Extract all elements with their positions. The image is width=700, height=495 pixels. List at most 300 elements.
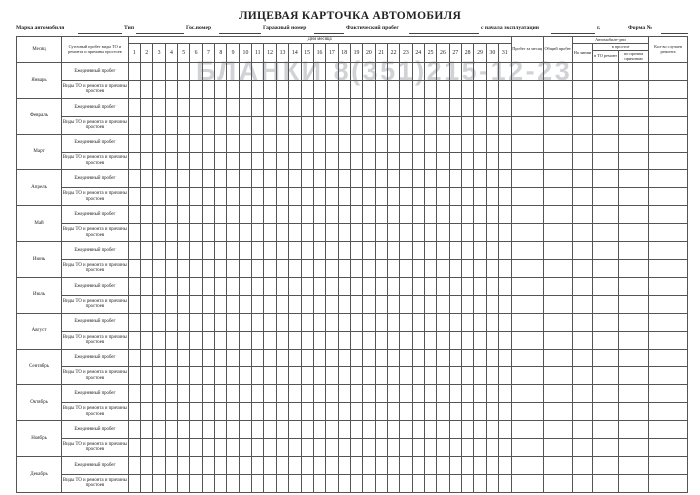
day-entry-cell[interactable] [227,98,239,116]
day-entry-cell[interactable] [449,367,461,385]
day-entry-cell[interactable] [499,188,512,206]
day-entry-cell[interactable] [128,152,140,170]
day-entry-cell[interactable] [239,403,251,421]
day-entry-cell[interactable] [252,63,264,81]
day-entry-cell[interactable] [350,385,362,403]
day-entry-cell[interactable] [153,259,165,277]
day-entry-cell[interactable] [461,349,473,367]
day-entry-cell[interactable] [424,421,436,439]
day-entry-cell[interactable] [128,170,140,188]
day-entry-cell[interactable] [301,367,313,385]
summary-entry-cell[interactable] [511,385,543,403]
day-entry-cell[interactable] [190,170,202,188]
day-entry-cell[interactable] [239,331,251,349]
day-entry-cell[interactable] [486,313,498,331]
day-entry-cell[interactable] [215,313,227,331]
day-entry-cell[interactable] [375,116,387,134]
summary-entry-cell[interactable] [572,242,592,260]
day-entry-cell[interactable] [239,80,251,98]
summary-entry-cell[interactable] [618,98,648,116]
day-entry-cell[interactable] [276,367,288,385]
day-entry-cell[interactable] [437,295,449,313]
day-entry-cell[interactable] [338,152,350,170]
day-entry-cell[interactable] [375,63,387,81]
summary-entry-cell[interactable] [511,116,543,134]
day-entry-cell[interactable] [449,188,461,206]
day-entry-cell[interactable] [387,313,399,331]
summary-entry-cell[interactable] [649,188,688,206]
day-entry-cell[interactable] [474,242,486,260]
day-entry-cell[interactable] [264,242,276,260]
day-entry-cell[interactable] [486,80,498,98]
day-entry-cell[interactable] [387,367,399,385]
day-entry-cell[interactable] [449,385,461,403]
day-entry-cell[interactable] [474,277,486,295]
day-entry-cell[interactable] [301,206,313,224]
day-entry-cell[interactable] [400,170,412,188]
day-entry-cell[interactable] [400,403,412,421]
day-entry-cell[interactable] [264,259,276,277]
day-entry-cell[interactable] [326,474,338,492]
day-entry-cell[interactable] [461,224,473,242]
day-entry-cell[interactable] [190,98,202,116]
day-entry-cell[interactable] [338,188,350,206]
day-entry-cell[interactable] [252,456,264,474]
day-entry-cell[interactable] [239,152,251,170]
day-entry-cell[interactable] [178,242,190,260]
day-entry-cell[interactable] [128,474,140,492]
day-entry-cell[interactable] [153,116,165,134]
summary-entry-cell[interactable] [593,224,619,242]
day-entry-cell[interactable] [486,116,498,134]
day-entry-cell[interactable] [276,206,288,224]
day-entry-cell[interactable] [227,421,239,439]
day-entry-cell[interactable] [301,421,313,439]
day-entry-cell[interactable] [326,116,338,134]
day-entry-cell[interactable] [190,242,202,260]
day-entry-cell[interactable] [128,116,140,134]
day-entry-cell[interactable] [252,295,264,313]
day-entry-cell[interactable] [202,63,214,81]
day-entry-cell[interactable] [474,206,486,224]
day-entry-cell[interactable] [437,224,449,242]
day-entry-cell[interactable] [301,403,313,421]
day-entry-cell[interactable] [153,98,165,116]
day-entry-cell[interactable] [190,80,202,98]
day-entry-cell[interactable] [499,170,512,188]
day-entry-cell[interactable] [424,277,436,295]
day-entry-cell[interactable] [301,152,313,170]
day-entry-cell[interactable] [153,188,165,206]
summary-entry-cell[interactable] [511,367,543,385]
day-entry-cell[interactable] [252,439,264,457]
day-entry-cell[interactable] [165,456,177,474]
day-entry-cell[interactable] [437,152,449,170]
day-entry-cell[interactable] [239,259,251,277]
day-entry-cell[interactable] [363,63,375,81]
day-entry-cell[interactable] [412,170,424,188]
day-entry-cell[interactable] [363,331,375,349]
day-entry-cell[interactable] [289,116,301,134]
day-entry-cell[interactable] [264,367,276,385]
day-entry-cell[interactable] [153,242,165,260]
day-entry-cell[interactable] [499,242,512,260]
day-entry-cell[interactable] [474,295,486,313]
day-entry-cell[interactable] [499,152,512,170]
day-entry-cell[interactable] [400,385,412,403]
day-entry-cell[interactable] [215,367,227,385]
day-entry-cell[interactable] [264,206,276,224]
day-entry-cell[interactable] [276,403,288,421]
day-entry-cell[interactable] [202,349,214,367]
day-entry-cell[interactable] [264,421,276,439]
day-entry-cell[interactable] [363,385,375,403]
day-entry-cell[interactable] [153,134,165,152]
summary-entry-cell[interactable] [543,259,572,277]
day-entry-cell[interactable] [227,116,239,134]
day-entry-cell[interactable] [474,152,486,170]
day-entry-cell[interactable] [178,439,190,457]
day-entry-cell[interactable] [461,295,473,313]
day-entry-cell[interactable] [313,206,325,224]
day-entry-cell[interactable] [461,313,473,331]
day-entry-cell[interactable] [437,349,449,367]
summary-entry-cell[interactable] [618,259,648,277]
day-entry-cell[interactable] [313,170,325,188]
summary-entry-cell[interactable] [649,98,688,116]
day-entry-cell[interactable] [375,277,387,295]
summary-entry-cell[interactable] [593,188,619,206]
day-entry-cell[interactable] [313,116,325,134]
day-entry-cell[interactable] [276,331,288,349]
day-entry-cell[interactable] [128,206,140,224]
day-entry-cell[interactable] [375,206,387,224]
summary-entry-cell[interactable] [618,349,648,367]
day-entry-cell[interactable] [178,295,190,313]
day-entry-cell[interactable] [252,242,264,260]
day-entry-cell[interactable] [289,403,301,421]
day-entry-cell[interactable] [412,367,424,385]
day-entry-cell[interactable] [252,188,264,206]
day-entry-cell[interactable] [313,331,325,349]
day-entry-cell[interactable] [264,152,276,170]
day-entry-cell[interactable] [449,456,461,474]
summary-entry-cell[interactable] [593,421,619,439]
day-entry-cell[interactable] [437,367,449,385]
day-entry-cell[interactable] [141,277,153,295]
day-entry-cell[interactable] [350,367,362,385]
day-entry-cell[interactable] [375,313,387,331]
summary-entry-cell[interactable] [572,295,592,313]
day-entry-cell[interactable] [264,63,276,81]
day-entry-cell[interactable] [215,295,227,313]
day-entry-cell[interactable] [289,63,301,81]
summary-entry-cell[interactable] [511,188,543,206]
day-entry-cell[interactable] [412,385,424,403]
day-entry-cell[interactable] [202,170,214,188]
day-entry-cell[interactable] [400,152,412,170]
day-entry-cell[interactable] [412,63,424,81]
day-entry-cell[interactable] [338,474,350,492]
day-entry-cell[interactable] [363,170,375,188]
day-entry-cell[interactable] [301,134,313,152]
summary-entry-cell[interactable] [543,98,572,116]
day-entry-cell[interactable] [239,367,251,385]
day-entry-cell[interactable] [363,116,375,134]
day-entry-cell[interactable] [326,224,338,242]
day-entry-cell[interactable] [326,331,338,349]
summary-entry-cell[interactable] [572,170,592,188]
summary-entry-cell[interactable] [543,63,572,81]
day-entry-cell[interactable] [227,367,239,385]
summary-entry-cell[interactable] [618,331,648,349]
summary-entry-cell[interactable] [543,331,572,349]
day-entry-cell[interactable] [499,439,512,457]
summary-entry-cell[interactable] [593,367,619,385]
summary-entry-cell[interactable] [618,313,648,331]
day-entry-cell[interactable] [499,349,512,367]
day-entry-cell[interactable] [449,421,461,439]
day-entry-cell[interactable] [326,242,338,260]
day-entry-cell[interactable] [437,403,449,421]
day-entry-cell[interactable] [387,206,399,224]
day-entry-cell[interactable] [363,403,375,421]
day-entry-cell[interactable] [474,403,486,421]
day-entry-cell[interactable] [400,421,412,439]
day-entry-cell[interactable] [239,206,251,224]
day-entry-cell[interactable] [128,259,140,277]
day-entry-cell[interactable] [424,206,436,224]
day-entry-cell[interactable] [202,313,214,331]
day-entry-cell[interactable] [474,170,486,188]
summary-entry-cell[interactable] [543,385,572,403]
day-entry-cell[interactable] [264,277,276,295]
day-entry-cell[interactable] [474,224,486,242]
day-entry-cell[interactable] [239,170,251,188]
day-entry-cell[interactable] [252,98,264,116]
day-entry-cell[interactable] [449,80,461,98]
day-entry-cell[interactable] [375,242,387,260]
summary-entry-cell[interactable] [572,367,592,385]
day-entry-cell[interactable] [387,331,399,349]
day-entry-cell[interactable] [412,313,424,331]
day-entry-cell[interactable] [375,439,387,457]
summary-entry-cell[interactable] [511,456,543,474]
day-entry-cell[interactable] [424,349,436,367]
day-entry-cell[interactable] [424,188,436,206]
day-entry-cell[interactable] [178,116,190,134]
day-entry-cell[interactable] [202,242,214,260]
day-entry-cell[interactable] [165,224,177,242]
day-entry-cell[interactable] [141,63,153,81]
summary-entry-cell[interactable] [543,116,572,134]
day-entry-cell[interactable] [449,170,461,188]
day-entry-cell[interactable] [165,152,177,170]
summary-entry-cell[interactable] [543,456,572,474]
day-entry-cell[interactable] [276,277,288,295]
day-entry-cell[interactable] [276,385,288,403]
day-entry-cell[interactable] [338,259,350,277]
summary-entry-cell[interactable] [593,80,619,98]
day-entry-cell[interactable] [264,188,276,206]
day-entry-cell[interactable] [338,134,350,152]
day-entry-cell[interactable] [141,259,153,277]
day-entry-cell[interactable] [387,474,399,492]
day-entry-cell[interactable] [338,331,350,349]
day-entry-cell[interactable] [289,421,301,439]
day-entry-cell[interactable] [387,116,399,134]
summary-entry-cell[interactable] [618,403,648,421]
day-entry-cell[interactable] [178,421,190,439]
day-entry-cell[interactable] [313,421,325,439]
day-entry-cell[interactable] [165,188,177,206]
day-entry-cell[interactable] [461,385,473,403]
day-entry-cell[interactable] [264,134,276,152]
day-entry-cell[interactable] [165,242,177,260]
day-entry-cell[interactable] [301,456,313,474]
day-entry-cell[interactable] [202,474,214,492]
day-entry-cell[interactable] [190,474,202,492]
summary-entry-cell[interactable] [543,224,572,242]
day-entry-cell[interactable] [363,295,375,313]
day-entry-cell[interactable] [227,349,239,367]
day-entry-cell[interactable] [387,385,399,403]
summary-entry-cell[interactable] [649,295,688,313]
summary-entry-cell[interactable] [572,385,592,403]
day-entry-cell[interactable] [165,170,177,188]
day-entry-cell[interactable] [363,259,375,277]
day-entry-cell[interactable] [227,242,239,260]
day-entry-cell[interactable] [375,349,387,367]
day-entry-cell[interactable] [276,63,288,81]
day-entry-cell[interactable] [313,295,325,313]
day-entry-cell[interactable] [412,456,424,474]
day-entry-cell[interactable] [153,295,165,313]
day-entry-cell[interactable] [227,63,239,81]
day-entry-cell[interactable] [338,349,350,367]
day-entry-cell[interactable] [178,367,190,385]
summary-entry-cell[interactable] [649,385,688,403]
day-entry-cell[interactable] [313,134,325,152]
day-entry-cell[interactable] [289,206,301,224]
day-entry-cell[interactable] [486,242,498,260]
day-entry-cell[interactable] [313,63,325,81]
day-entry-cell[interactable] [190,349,202,367]
day-entry-cell[interactable] [437,134,449,152]
day-entry-cell[interactable] [301,259,313,277]
day-entry-cell[interactable] [276,242,288,260]
day-entry-cell[interactable] [202,134,214,152]
day-entry-cell[interactable] [326,403,338,421]
day-entry-cell[interactable] [239,134,251,152]
day-entry-cell[interactable] [178,98,190,116]
day-entry-cell[interactable] [449,331,461,349]
day-entry-cell[interactable] [153,80,165,98]
day-entry-cell[interactable] [289,242,301,260]
day-entry-cell[interactable] [190,206,202,224]
day-entry-cell[interactable] [301,63,313,81]
day-entry-cell[interactable] [499,367,512,385]
summary-entry-cell[interactable] [572,331,592,349]
day-entry-cell[interactable] [363,313,375,331]
summary-entry-cell[interactable] [572,134,592,152]
day-entry-cell[interactable] [424,367,436,385]
day-entry-cell[interactable] [190,367,202,385]
day-entry-cell[interactable] [363,98,375,116]
day-entry-cell[interactable] [326,439,338,457]
day-entry-cell[interactable] [141,313,153,331]
summary-entry-cell[interactable] [618,474,648,492]
day-entry-cell[interactable] [153,474,165,492]
summary-entry-cell[interactable] [618,170,648,188]
day-entry-cell[interactable] [474,134,486,152]
day-entry-cell[interactable] [227,456,239,474]
day-entry-cell[interactable] [153,349,165,367]
day-entry-cell[interactable] [412,188,424,206]
day-entry-cell[interactable] [400,188,412,206]
day-entry-cell[interactable] [128,313,140,331]
summary-entry-cell[interactable] [572,277,592,295]
day-entry-cell[interactable] [326,295,338,313]
day-entry-cell[interactable] [437,188,449,206]
summary-entry-cell[interactable] [572,152,592,170]
summary-entry-cell[interactable] [543,206,572,224]
day-entry-cell[interactable] [141,170,153,188]
summary-entry-cell[interactable] [572,259,592,277]
summary-entry-cell[interactable] [511,242,543,260]
day-entry-cell[interactable] [326,385,338,403]
day-entry-cell[interactable] [363,456,375,474]
day-entry-cell[interactable] [301,331,313,349]
day-entry-cell[interactable] [375,474,387,492]
day-entry-cell[interactable] [461,367,473,385]
summary-entry-cell[interactable] [511,98,543,116]
summary-entry-cell[interactable] [511,474,543,492]
day-entry-cell[interactable] [338,98,350,116]
day-entry-cell[interactable] [141,206,153,224]
since-start-line[interactable] [551,33,595,34]
day-entry-cell[interactable] [387,152,399,170]
day-entry-cell[interactable] [141,116,153,134]
day-entry-cell[interactable] [474,188,486,206]
day-entry-cell[interactable] [141,134,153,152]
day-entry-cell[interactable] [165,134,177,152]
day-entry-cell[interactable] [499,403,512,421]
day-entry-cell[interactable] [424,439,436,457]
day-entry-cell[interactable] [486,63,498,81]
summary-entry-cell[interactable] [543,295,572,313]
summary-entry-cell[interactable] [649,116,688,134]
day-entry-cell[interactable] [178,63,190,81]
day-entry-cell[interactable] [141,331,153,349]
garage-number-line[interactable] [314,33,344,34]
day-entry-cell[interactable] [264,98,276,116]
day-entry-cell[interactable] [239,295,251,313]
summary-entry-cell[interactable] [511,63,543,81]
summary-entry-cell[interactable] [511,331,543,349]
day-entry-cell[interactable] [178,206,190,224]
day-entry-cell[interactable] [461,474,473,492]
day-entry-cell[interactable] [252,152,264,170]
day-entry-cell[interactable] [128,295,140,313]
day-entry-cell[interactable] [338,313,350,331]
day-entry-cell[interactable] [239,188,251,206]
day-entry-cell[interactable] [128,331,140,349]
day-entry-cell[interactable] [276,295,288,313]
day-entry-cell[interactable] [202,188,214,206]
day-entry-cell[interactable] [264,456,276,474]
day-entry-cell[interactable] [449,277,461,295]
